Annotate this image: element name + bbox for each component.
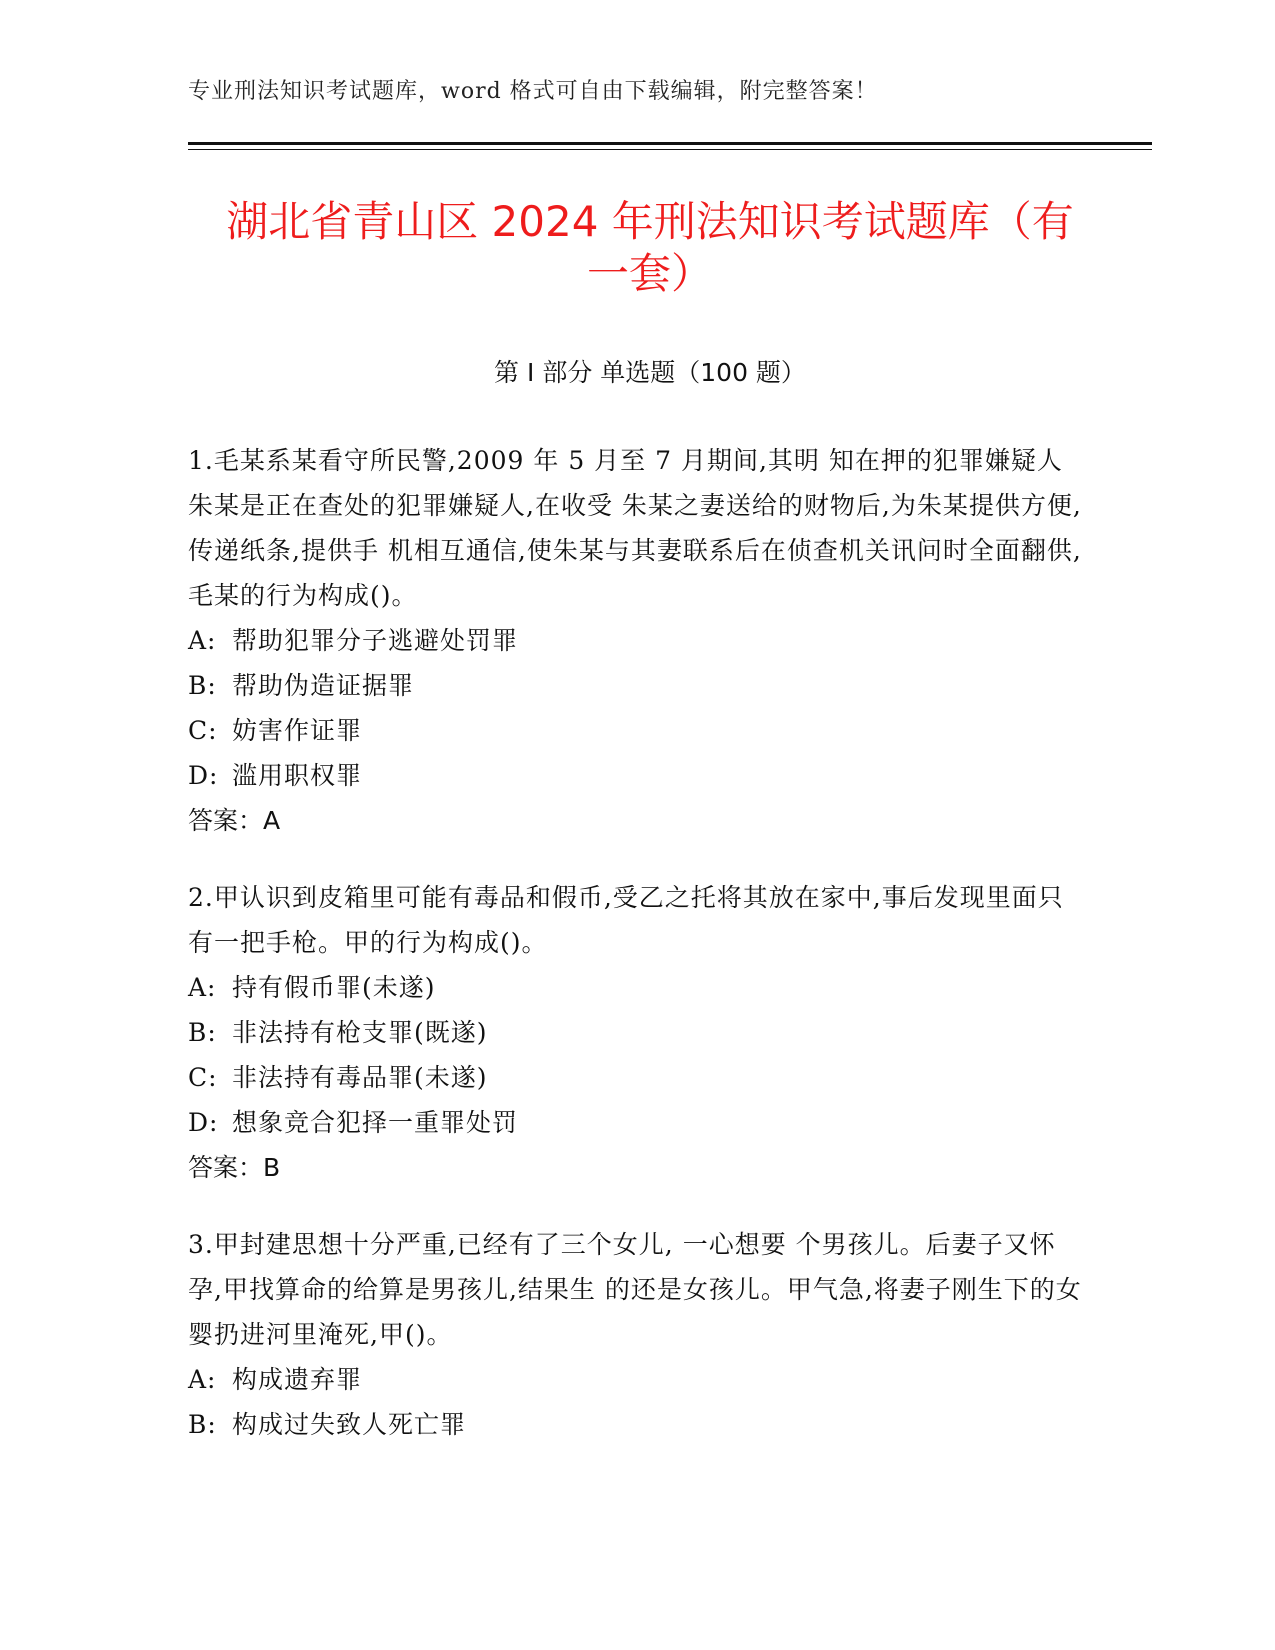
- option-d: [188, 753, 1088, 798]
- document-title-line1: 湖北省青山区 2024 年刑法知识考试题库（有: [226, 197, 1074, 246]
- option-a: [188, 618, 1088, 663]
- option-key: B:: [188, 1018, 217, 1047]
- option-text: 构成遗弃罪: [232, 1365, 363, 1394]
- question-2: [188, 875, 1088, 1190]
- option-key: D:: [188, 761, 219, 790]
- option-key: A:: [188, 973, 217, 1002]
- option-key: B:: [188, 671, 217, 700]
- option-d: [188, 1100, 1088, 1145]
- option-key: A:: [188, 1365, 217, 1394]
- question-stem: 1.毛某系某看守所民警,2009 年 5 月至 7 月期间,其明 知在押的犯罪嫌疑人朱某是正在查处的犯罪嫌疑人,在收受 朱某之妻送给的财物后,为朱某提供方便,传递纸条,提供手 机相互通信,使朱某与其妻联系后在侦查机关讯问时全面翻供,毛某的行为构成()。: [188, 446, 1082, 610]
- option-a: [188, 1357, 1088, 1402]
- option-text: 滥用职权罪: [232, 761, 363, 790]
- question-3: [188, 1222, 1088, 1447]
- option-key: C:: [188, 1063, 218, 1092]
- option-key: A:: [188, 626, 217, 655]
- document-title: [180, 196, 1120, 300]
- document-title-line2: 一套）: [586, 249, 713, 298]
- option-text: 妨害作证罪: [232, 716, 363, 745]
- option-key: B:: [188, 1410, 217, 1439]
- option-text: 帮助犯罪分子逃避处罚罪: [232, 626, 519, 655]
- header-note: 专业刑法知识考试题库，word 格式可自由下载编辑，附完整答案！: [188, 79, 878, 104]
- option-key: D:: [188, 1108, 219, 1137]
- option-text: 非法持有枪支罪(既遂): [232, 1018, 488, 1047]
- section-title: 第 I 部分 单选题（100 题）: [494, 358, 806, 387]
- question-stem: 2.甲认识到皮箱里可能有毒品和假币,受乙之托将其放在家中,事后发现里面只有一把手枪。甲的行为构成()。: [188, 883, 1064, 957]
- option-text: 持有假币罪(未遂): [232, 973, 436, 1002]
- option-b: [188, 1010, 1088, 1055]
- header-divider: [188, 142, 1152, 145]
- option-c: [188, 1055, 1088, 1100]
- option-b: [188, 663, 1088, 708]
- option-text: 非法持有毒品罪(未遂): [232, 1063, 488, 1092]
- option-text: 构成过失致人死亡罪: [232, 1410, 467, 1439]
- option-key: C:: [188, 716, 218, 745]
- question-stem: 3.甲封建思想十分严重,已经有了三个女儿, 一心想要 个男孩儿。后妻子又怀孕,甲找算命的给算是男孩儿,结果生 的还是女孩儿。甲气急,将妻子刚生下的女婴扔进河里淹死,甲()。: [188, 1230, 1082, 1349]
- header-divider-thin: [188, 149, 1152, 150]
- answer: 答案：A: [188, 806, 281, 835]
- option-c: [188, 708, 1088, 753]
- option-a: [188, 965, 1088, 1010]
- question-list: [188, 438, 1088, 1479]
- answer: 答案：B: [188, 1153, 281, 1182]
- option-text: 想象竞合犯择一重罪处罚: [232, 1108, 519, 1137]
- option-text: 帮助伪造证据罪: [232, 671, 415, 700]
- option-b: [188, 1402, 1088, 1447]
- question-1: [188, 438, 1088, 843]
